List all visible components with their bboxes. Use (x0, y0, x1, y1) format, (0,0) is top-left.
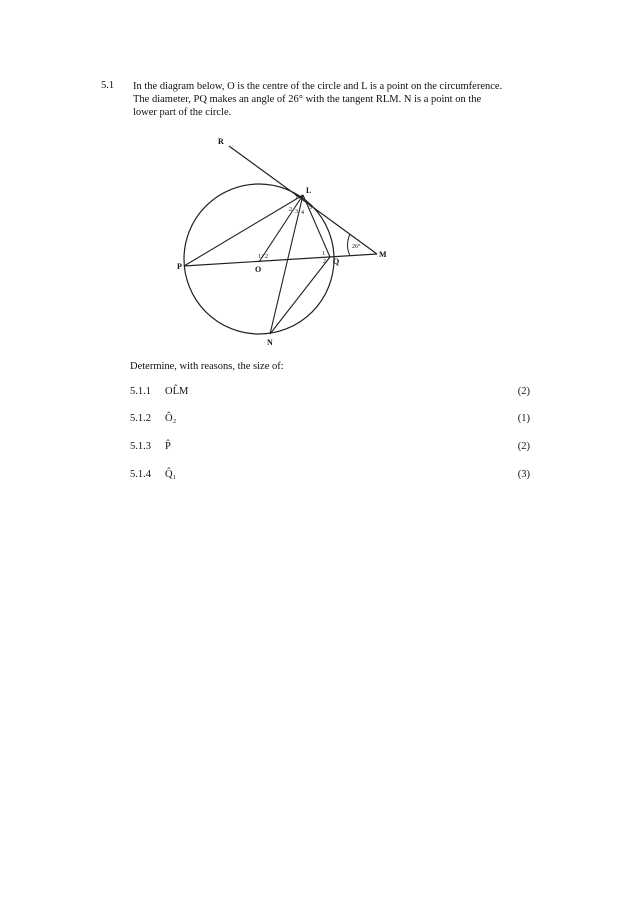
subquestion-number: 5.1.1 (130, 386, 151, 397)
angle-num-l3: 3 (295, 209, 298, 215)
subquestion-marks: (2) (517, 386, 530, 397)
angle-label-26: 26° (352, 244, 361, 250)
subquestion-number: 5.1.3 (130, 441, 151, 452)
subquestion-item: Q̂₁ (165, 469, 177, 480)
question-number: 5.1 (101, 80, 115, 91)
determine-instruction: Determine, with reasons, the size of: (130, 361, 284, 372)
radius-ol (259, 195, 303, 262)
subquestion-marks: (2) (517, 441, 530, 452)
label-q: Q (333, 257, 340, 266)
angle-num-l5: 5 (309, 205, 312, 211)
label-r: R (218, 137, 224, 146)
angle-num-l2: 2 (289, 207, 292, 213)
angle-num-o1: 1 (258, 254, 261, 260)
angle-num-l1: 1 (295, 195, 298, 201)
chord-lp (184, 195, 303, 266)
label-n: N (267, 338, 273, 347)
subquestion-row (130, 469, 530, 483)
intro-line-3: lower part of the circle. (133, 107, 232, 118)
intro-line-2: The diameter, PQ makes an angle of 26° with the tangent RLM. N is a point on the (133, 94, 482, 105)
label-o: O (255, 265, 262, 274)
subquestion-item: P̂ (165, 441, 171, 452)
angle-arc-m (348, 234, 350, 256)
diameter-pq (184, 254, 377, 266)
angle-num-q1: 1 (322, 251, 325, 257)
subquestion-item: Ô₂ (165, 413, 177, 424)
angle-num-q2: 2 (323, 259, 326, 265)
label-m: M (379, 250, 387, 259)
tangent-rlm (229, 146, 377, 254)
intro-line-1: In the diagram below, O is the centre of the circle and L is a point on the circumference. (133, 81, 503, 92)
subquestion-row (130, 413, 530, 427)
subquestion-row (130, 441, 530, 455)
subquestion-marks: (1) (517, 413, 530, 424)
angle-slash-o: / (261, 254, 264, 260)
angle-num-l4: 4 (301, 210, 304, 216)
subquestion-item: OL̂M (165, 386, 189, 397)
label-p: P (177, 262, 182, 271)
angle-num-o2: 2 (265, 254, 268, 260)
subquestion-number: 5.1.4 (130, 469, 151, 480)
label-l: L (306, 186, 312, 195)
subquestion-number: 5.1.2 (130, 413, 151, 424)
subquestion-marks: (3) (517, 469, 530, 480)
subquestion-row (130, 386, 530, 400)
